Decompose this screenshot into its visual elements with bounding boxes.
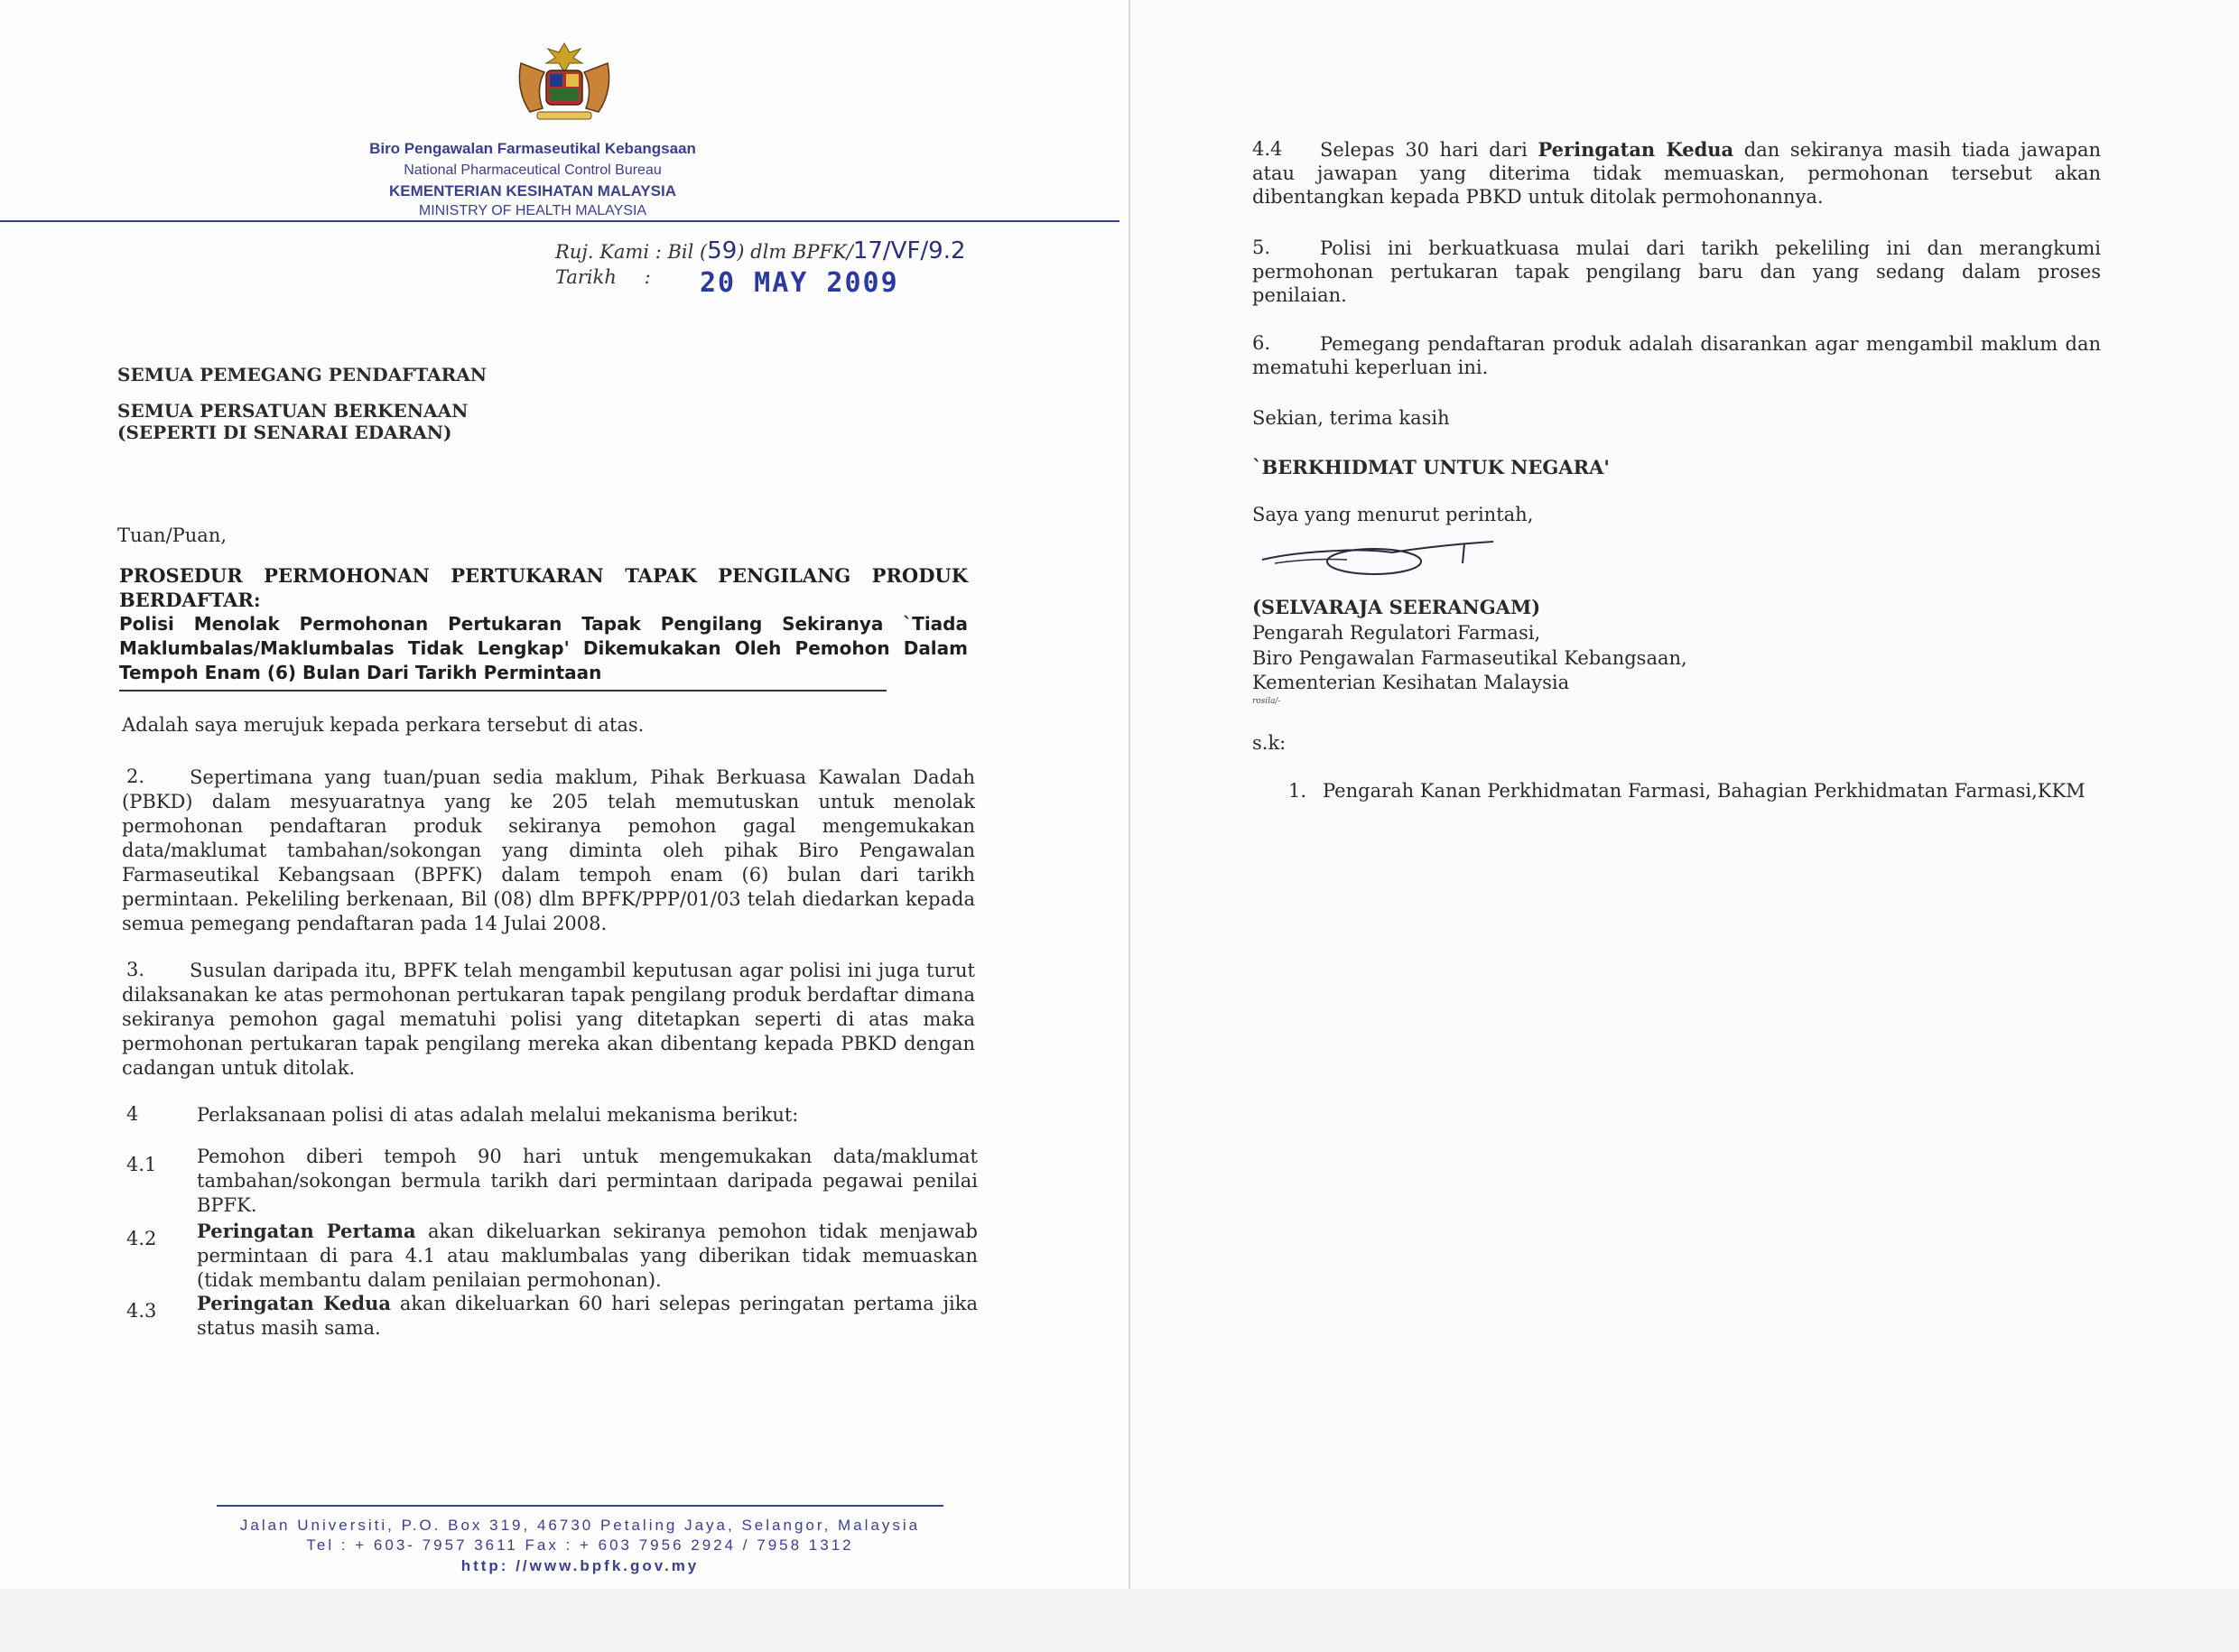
signature-image <box>1257 533 1510 587</box>
date-colon: : <box>644 266 651 288</box>
paragraph-5: Polisi ini berkuatkuasa mulai dari tarikh pekeliling ini dan merangkumi permohonan pertukaran tapak pengilang baru dan yang sedang dalam proses penilaian. <box>1252 237 2101 306</box>
letterhead-ministry-en: MINISTRY OF HEALTH MALAYSIA <box>418 203 647 218</box>
paragraph-4-1: Pemohon diberi tempoh 90 hari untuk mengemukakan data/maklumat tambahan/sokongan bermula tarikh dari permintaan daripada pegawai penilai BPFK. <box>197 1146 978 1216</box>
paragraph-2: Sepertimana yang tuan/puan sedia maklum, Pihak Berkuasa Kawalan Dadah (PBKD) dalam mesyuaratnya yang ke 205 telah memutuskan untuk menolak permohonan pendaftaran produk sekiranya pemohon gagal mengemukakan data/maklumat tambahan/sokongan yang diminta oleh pihak Biro Pengawalan Farmaseutikal Kebangsaan (BPFK) dalam tempoh enam (6) bulan dari tarikh permintaan. Pekeliling berkenaan, Bil (08) dlm BPFK/PPP/01/03 telah diedarkan kepada semua pemegang pendaftaran pada 14 Julai 2008. <box>122 766 975 934</box>
paragraph-text: dan sekiranya masih tiada jawapan atau jawapan yang diterima tidak memuaskan, permohonan tersebut akan dibentangkan kepada PBKD untuk ditolak permohonannya. <box>1252 139 2101 208</box>
cc-number: 1. <box>1288 780 1307 802</box>
paragraph-text: akan dikeluarkan 60 hari selepas peringatan pertama jika status masih sama. <box>197 1293 978 1339</box>
scan-background <box>0 1589 2239 1652</box>
subject-policy: Polisi Menolak Permohonan Pertukaran Tapak Pengilang Sekiranya `Tiada Maklumbalas/Maklumbalas Tidak Lengkap' Dikemukakan Oleh Pemohon Dalam Tempoh Enam (6) Bulan Dari Tarikh Permintaan <box>119 613 968 683</box>
recipient-line: SEMUA PEMEGANG PENDAFTARAN <box>117 364 488 385</box>
salutation: Tuan/Puan, <box>117 524 228 546</box>
paragraph-number: 6. <box>1252 332 1271 354</box>
letter-page-1 <box>0 0 1127 1589</box>
subject-heading: PROSEDUR PERMOHONAN PERTUKARAN TAPAK PENGILANG PRODUK BERDAFTAR: <box>119 564 968 611</box>
cc-item: Pengarah Kanan Perkhidmatan Farmasi, Bahagian Perkhidmatan Farmasi,KKM <box>1323 780 2086 802</box>
typist-initials: rosila/- <box>1252 697 1281 706</box>
signatory-name: (SELVARAJA SEERANGAM) <box>1252 596 1541 618</box>
reference-number: 59 <box>707 237 738 265</box>
paragraph-3: Susulan daripada itu, BPFK telah mengambil keputusan agar polisi ini juga turut dilaksanakan ke atas permohonan pertukaran tapak pengilang produk berdaftar dimana sekiranya pemohon gagal mematuhi polisi yang ditetapkan seperti di atas maka permohonan pertukaran tapak pengilang mereka akan dibentang kepada PBKD dengan cadangan untuk ditolak. <box>122 960 975 1079</box>
paragraph-number: 4.4 <box>1252 138 1283 160</box>
paragraph-number: 4.3 <box>126 1300 157 1322</box>
paragraph-text: akan dikeluarkan sekiranya pemohon tidak menjawab permintaan di para 4.1 atau maklumbalas yang diberikan tidak memuaskan (tidak membantu dalam penilaian permohonan). <box>197 1220 978 1291</box>
footer-website: http: //www.bpfk.gov.my <box>460 1557 700 1574</box>
date-label <box>555 266 651 288</box>
paragraph-number: 4.1 <box>126 1154 157 1175</box>
intro-paragraph: Adalah saya merujuk kepada perkara tersebut di atas. <box>122 714 645 736</box>
letterhead-ministry: KEMENTERIAN KESIHATAN MALAYSIA <box>389 182 676 200</box>
emphasis-text: Peringatan Pertama <box>197 1220 416 1242</box>
closing-order: Saya yang menurut perintah, <box>1252 504 1534 525</box>
paragraph-number: 5. <box>1252 237 1271 258</box>
paragraph-number: 4 <box>126 1103 139 1125</box>
signatory-ministry: Kementerian Kesihatan Malaysia <box>1252 672 1570 693</box>
emphasis-text: Peringatan Kedua <box>197 1292 391 1314</box>
paragraph-6: Pemegang pendaftaran produk adalah disarankan agar mengambil maklum dan mematuhi keperluan ini. <box>1252 333 2101 378</box>
footer-divider <box>217 1505 943 1507</box>
footer-address: Jalan Universiti, P.O. Box 319, 46730 Petaling Jaya, Selangor, Malaysia <box>239 1517 921 1534</box>
paragraph-number: 2. <box>126 766 145 787</box>
letterhead-divider <box>0 220 1120 222</box>
paragraph-number: 3. <box>126 959 145 980</box>
signatory-org: Biro Pengawalan Farmaseutikal Kebangsaan, <box>1252 647 1687 669</box>
letterhead-org-name-en: National Pharmaceutical Control Bureau <box>404 162 662 178</box>
paragraph-4-4 <box>1252 138 2101 209</box>
closing-thanks: Sekian, terima kasih <box>1252 407 1450 429</box>
emphasis-text: Peringatan Kedua <box>1538 138 1734 161</box>
closing-motto: `BERKHIDMAT UNTUK NEGARA' <box>1252 456 1610 478</box>
malaysia-coat-of-arms-icon <box>510 36 618 126</box>
letterhead-org-name: Biro Pengawalan Farmaseutikal Kebangsaan <box>369 140 696 157</box>
reference-label: Ruj. Kami : Bil ( <box>555 241 708 263</box>
paragraph-text: Selepas 30 hari dari <box>1320 139 1538 161</box>
paragraph-4-2 <box>197 1219 978 1293</box>
recipient-line: (SEPERTI DI SENARAI EDARAN) <box>117 422 452 443</box>
date-stamp: 20 MAY 2009 <box>700 267 899 299</box>
subject-underline <box>119 690 887 691</box>
subject-title <box>119 563 968 685</box>
cc-label: s.k: <box>1252 732 1287 754</box>
reference-suffix: ) dlm BPFK/ <box>737 241 853 263</box>
reference-line <box>555 237 966 265</box>
recipient-line: SEMUA PERSATUAN BERKENAAN <box>117 400 469 422</box>
reference-handwritten: 17/VF/9.2 <box>852 237 966 265</box>
paragraph-number: 4.2 <box>126 1228 157 1249</box>
footer-phone-fax: Tel : + 603- 7957 3611 Fax : + 603 7956 2924 / 7958 1312 <box>306 1536 854 1554</box>
paragraph-4: Perlaksanaan polisi di atas adalah melalui mekanisma berikut: <box>197 1104 799 1126</box>
signatory-title: Pengarah Regulatori Farmasi, <box>1252 622 1541 644</box>
date-label-text: Tarikh <box>555 266 617 288</box>
letter-page-2 <box>1129 0 2239 1589</box>
paragraph-4-3 <box>197 1291 978 1341</box>
